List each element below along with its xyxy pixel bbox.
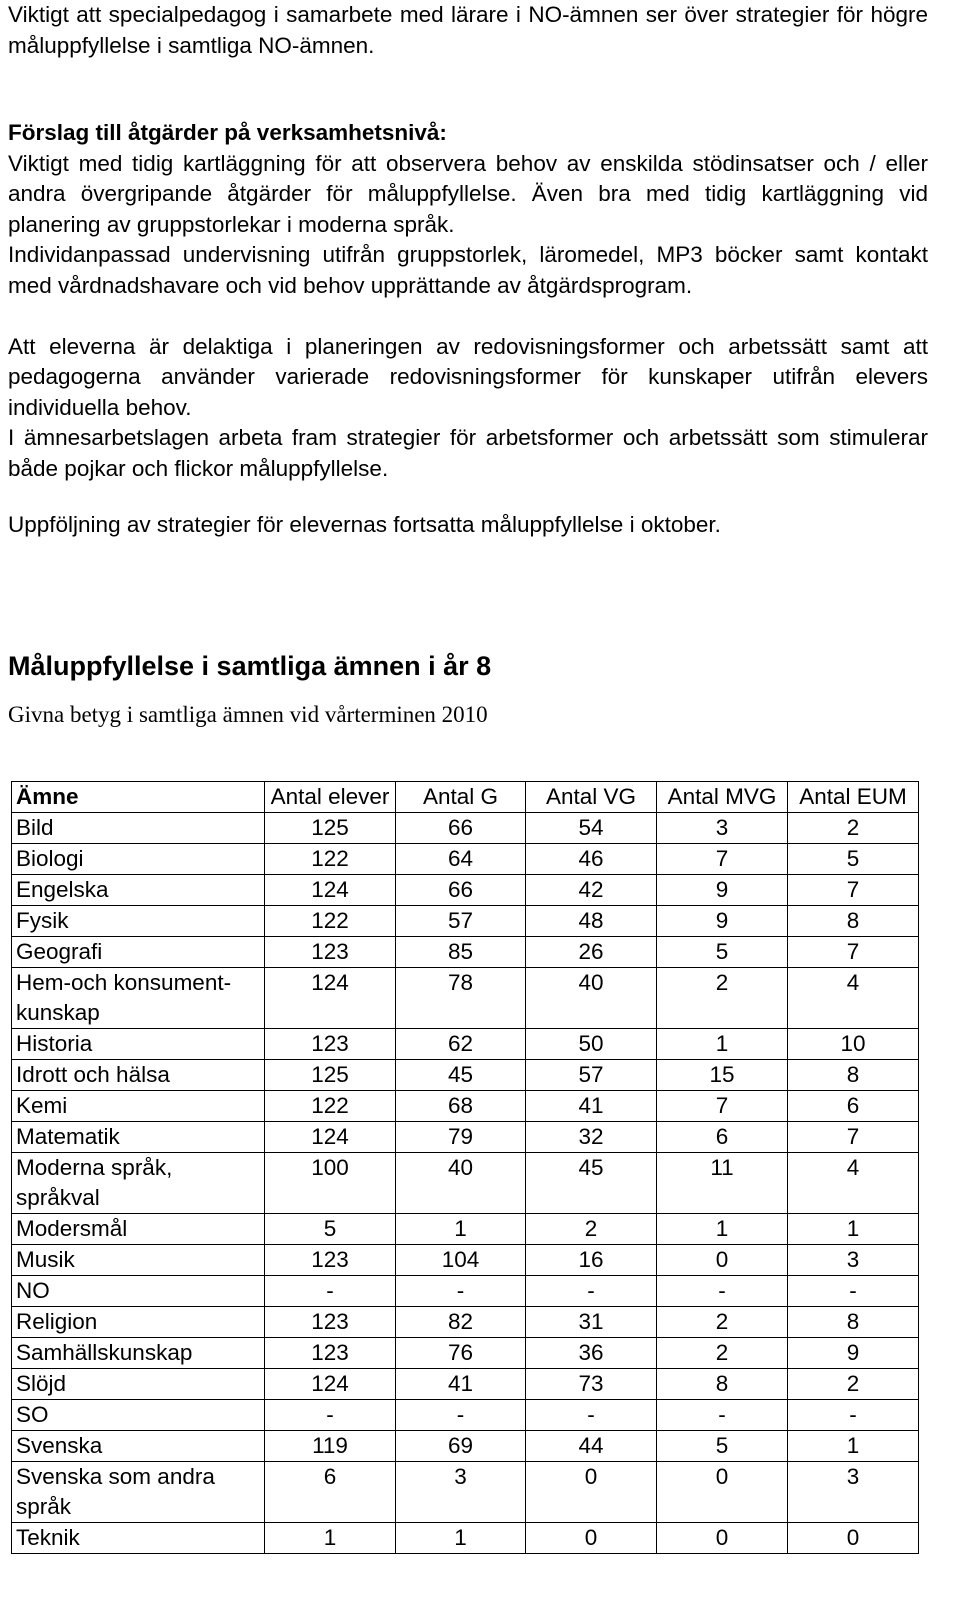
cell-subject: NO [12,1276,265,1307]
cell-vg: 26 [526,937,657,968]
cell-eum: 2 [788,813,919,844]
cell-students: 124 [265,968,396,1029]
cell-eum: 0 [788,1523,919,1554]
table-row [12,1214,919,1245]
cell-eum: 5 [788,844,919,875]
cell-students: 124 [265,1122,396,1153]
cell-g: 76 [396,1338,526,1369]
cell-g: 78 [396,968,526,1029]
table-row [12,968,919,1029]
cell-vg: 2 [526,1214,657,1245]
cell-g: 1 [396,1523,526,1554]
cell-mvg: 2 [657,1338,788,1369]
cell-vg: - [526,1400,657,1431]
cell-g: 3 [396,1462,526,1523]
cell-subject: Modersmål [12,1214,265,1245]
cell-eum: 2 [788,1369,919,1400]
table-body [12,813,919,1554]
cell-g: 68 [396,1091,526,1122]
cell-subject: Bild [12,813,265,844]
measures-paragraph-1: Viktigt med tidig kartläggning för att observera behov av enskilda stödinsatser och / eller andra övergripande åtgärder för måluppfyllelse. Även bra med tidig kartläggning vid planering av gruppstorlekar i moderna språk. [8,150,928,237]
intro-paragraph: Viktigt att specialpedagog i samarbete med lärare i NO-ämnen ser över strategier för högre måluppfyllelse i samtliga NO-ämnen. [8,2,928,58]
cell-students: 100 [265,1153,396,1214]
cell-mvg: 0 [657,1462,788,1523]
cell-vg: 41 [526,1091,657,1122]
cell-vg: 0 [526,1523,657,1554]
measures-paragraph-4: I ämnesarbetslagen arbeta fram strategier för arbetsformer och arbetssätt som stimulerar både pojkar och flickor måluppfyllelse. [8,425,928,481]
cell-g: 104 [396,1245,526,1276]
cell-vg: 73 [526,1369,657,1400]
cell-eum: 7 [788,875,919,906]
section-subtitle: Givna betyg i samtliga ämnen vid vårterminen 2010 [8,702,488,727]
table-row [12,937,919,968]
cell-eum: 4 [788,1153,919,1214]
cell-subject: Musik [12,1245,265,1276]
table-row [12,1369,919,1400]
header-subject: Ämne [12,782,265,813]
cell-vg: 45 [526,1153,657,1214]
cell-mvg: 1 [657,1029,788,1060]
cell-g: 69 [396,1431,526,1462]
cell-vg: 16 [526,1245,657,1276]
cell-vg: 0 [526,1462,657,1523]
table-row [12,1029,919,1060]
cell-students: 5 [265,1214,396,1245]
cell-mvg: - [657,1400,788,1431]
cell-mvg: - [657,1276,788,1307]
cell-mvg: 2 [657,968,788,1029]
cell-mvg: 9 [657,875,788,906]
cell-mvg: 1 [657,1214,788,1245]
followup-paragraph: Uppföljning av strategier för elevernas fortsatta måluppfyllelse i oktober. [8,512,721,537]
table-row [12,1523,919,1554]
cell-eum: 3 [788,1245,919,1276]
cell-subject: Kemi [12,1091,265,1122]
cell-g: 57 [396,906,526,937]
cell-subject: Geografi [12,937,265,968]
cell-g: 79 [396,1122,526,1153]
cell-vg: 54 [526,813,657,844]
cell-g: - [396,1276,526,1307]
cell-students: 6 [265,1462,396,1523]
cell-mvg: 3 [657,813,788,844]
table-row [12,1338,919,1369]
cell-mvg: 9 [657,906,788,937]
cell-eum: 4 [788,968,919,1029]
cell-subject: Engelska [12,875,265,906]
table-row [12,1431,919,1462]
cell-mvg: 15 [657,1060,788,1091]
cell-eum: 8 [788,1307,919,1338]
table-row [12,1122,919,1153]
cell-vg: 31 [526,1307,657,1338]
cell-subject: Biologi [12,844,265,875]
header-students: Antal elever [265,782,396,813]
cell-eum: 10 [788,1029,919,1060]
cell-mvg: 6 [657,1122,788,1153]
cell-eum: 7 [788,937,919,968]
table-row [12,875,919,906]
measures-paragraph-3: Att eleverna är delaktiga i planeringen av redovisningsformer och arbetssätt samt att pedagogerna använder varierade redovisningsformer för kunskaper utifrån elevers individuella behov. [8,333,928,420]
cell-vg: 36 [526,1338,657,1369]
cell-subject: Teknik [12,1523,265,1554]
cell-students: 122 [265,906,396,937]
cell-subject: Idrott och hälsa [12,1060,265,1091]
cell-students: 1 [265,1523,396,1554]
cell-g: 41 [396,1369,526,1400]
cell-mvg: 7 [657,1091,788,1122]
cell-subject: SO [12,1400,265,1431]
cell-vg: 44 [526,1431,657,1462]
table-row [12,1400,919,1431]
table-row [12,813,919,844]
table-row [12,1153,919,1214]
header-mvg: Antal MVG [657,782,788,813]
cell-vg: 40 [526,968,657,1029]
cell-eum: 3 [788,1462,919,1523]
cell-subject: Religion [12,1307,265,1338]
cell-subject: Moderna språk, språkval [12,1153,265,1214]
header-vg: Antal VG [526,782,657,813]
cell-vg: 50 [526,1029,657,1060]
cell-g: 1 [396,1214,526,1245]
cell-subject: Svenska som andra språk [12,1462,265,1523]
cell-vg: 57 [526,1060,657,1091]
cell-students: 122 [265,1091,396,1122]
cell-eum: 8 [788,906,919,937]
cell-eum: - [788,1276,919,1307]
cell-subject: Slöjd [12,1369,265,1400]
header-eum: Antal EUM [788,782,919,813]
cell-mvg: 0 [657,1523,788,1554]
cell-mvg: 11 [657,1153,788,1214]
cell-mvg: 8 [657,1369,788,1400]
cell-eum: 1 [788,1214,919,1245]
table-row [12,906,919,937]
cell-g: 66 [396,875,526,906]
cell-students: 123 [265,1029,396,1060]
table-row [12,1276,919,1307]
cell-mvg: 5 [657,937,788,968]
cell-vg: - [526,1276,657,1307]
cell-mvg: 7 [657,844,788,875]
cell-students: 123 [265,1245,396,1276]
measures-heading: Förslag till åtgärder på verksamhetsnivå: [8,120,447,145]
cell-students: 124 [265,875,396,906]
cell-mvg: 0 [657,1245,788,1276]
table-row [12,1245,919,1276]
cell-subject: Fysik [12,906,265,937]
cell-subject: Matematik [12,1122,265,1153]
table-row [12,844,919,875]
cell-vg: 46 [526,844,657,875]
cell-students: 123 [265,1307,396,1338]
cell-eum: 9 [788,1338,919,1369]
cell-vg: 42 [526,875,657,906]
header-g: Antal G [396,782,526,813]
cell-students: 125 [265,1060,396,1091]
cell-g: 45 [396,1060,526,1091]
grades-table [11,781,919,1554]
cell-g: - [396,1400,526,1431]
cell-subject: Historia [12,1029,265,1060]
cell-students: - [265,1400,396,1431]
cell-eum: - [788,1400,919,1431]
cell-g: 85 [396,937,526,968]
cell-mvg: 2 [657,1307,788,1338]
cell-g: 40 [396,1153,526,1214]
cell-subject: Svenska [12,1431,265,1462]
cell-vg: 32 [526,1122,657,1153]
cell-eum: 8 [788,1060,919,1091]
table-row [12,1060,919,1091]
cell-students: - [265,1276,396,1307]
cell-vg: 48 [526,906,657,937]
cell-students: 123 [265,1338,396,1369]
cell-g: 66 [396,813,526,844]
cell-students: 123 [265,937,396,968]
cell-subject: Samhällskunskap [12,1338,265,1369]
cell-students: 124 [265,1369,396,1400]
cell-mvg: 5 [657,1431,788,1462]
cell-eum: 1 [788,1431,919,1462]
measures-paragraph-2: Individanpassad undervisning utifrån gruppstorlek, läromedel, MP3 böcker samt kontakt med vårdnadshavare och vid behov upprättande av åtgärdsprogram. [8,242,928,298]
table-row [12,1462,919,1523]
cell-eum: 7 [788,1122,919,1153]
section-title: Måluppfyllelse i samtliga ämnen i år 8 [8,651,492,681]
cell-students: 125 [265,813,396,844]
cell-g: 82 [396,1307,526,1338]
cell-subject: Hem-och konsument-kunskap [12,968,265,1029]
cell-eum: 6 [788,1091,919,1122]
cell-g: 62 [396,1029,526,1060]
table-header-row [12,782,919,813]
table-row [12,1091,919,1122]
cell-g: 64 [396,844,526,875]
cell-students: 122 [265,844,396,875]
table-row [12,1307,919,1338]
cell-students: 119 [265,1431,396,1462]
